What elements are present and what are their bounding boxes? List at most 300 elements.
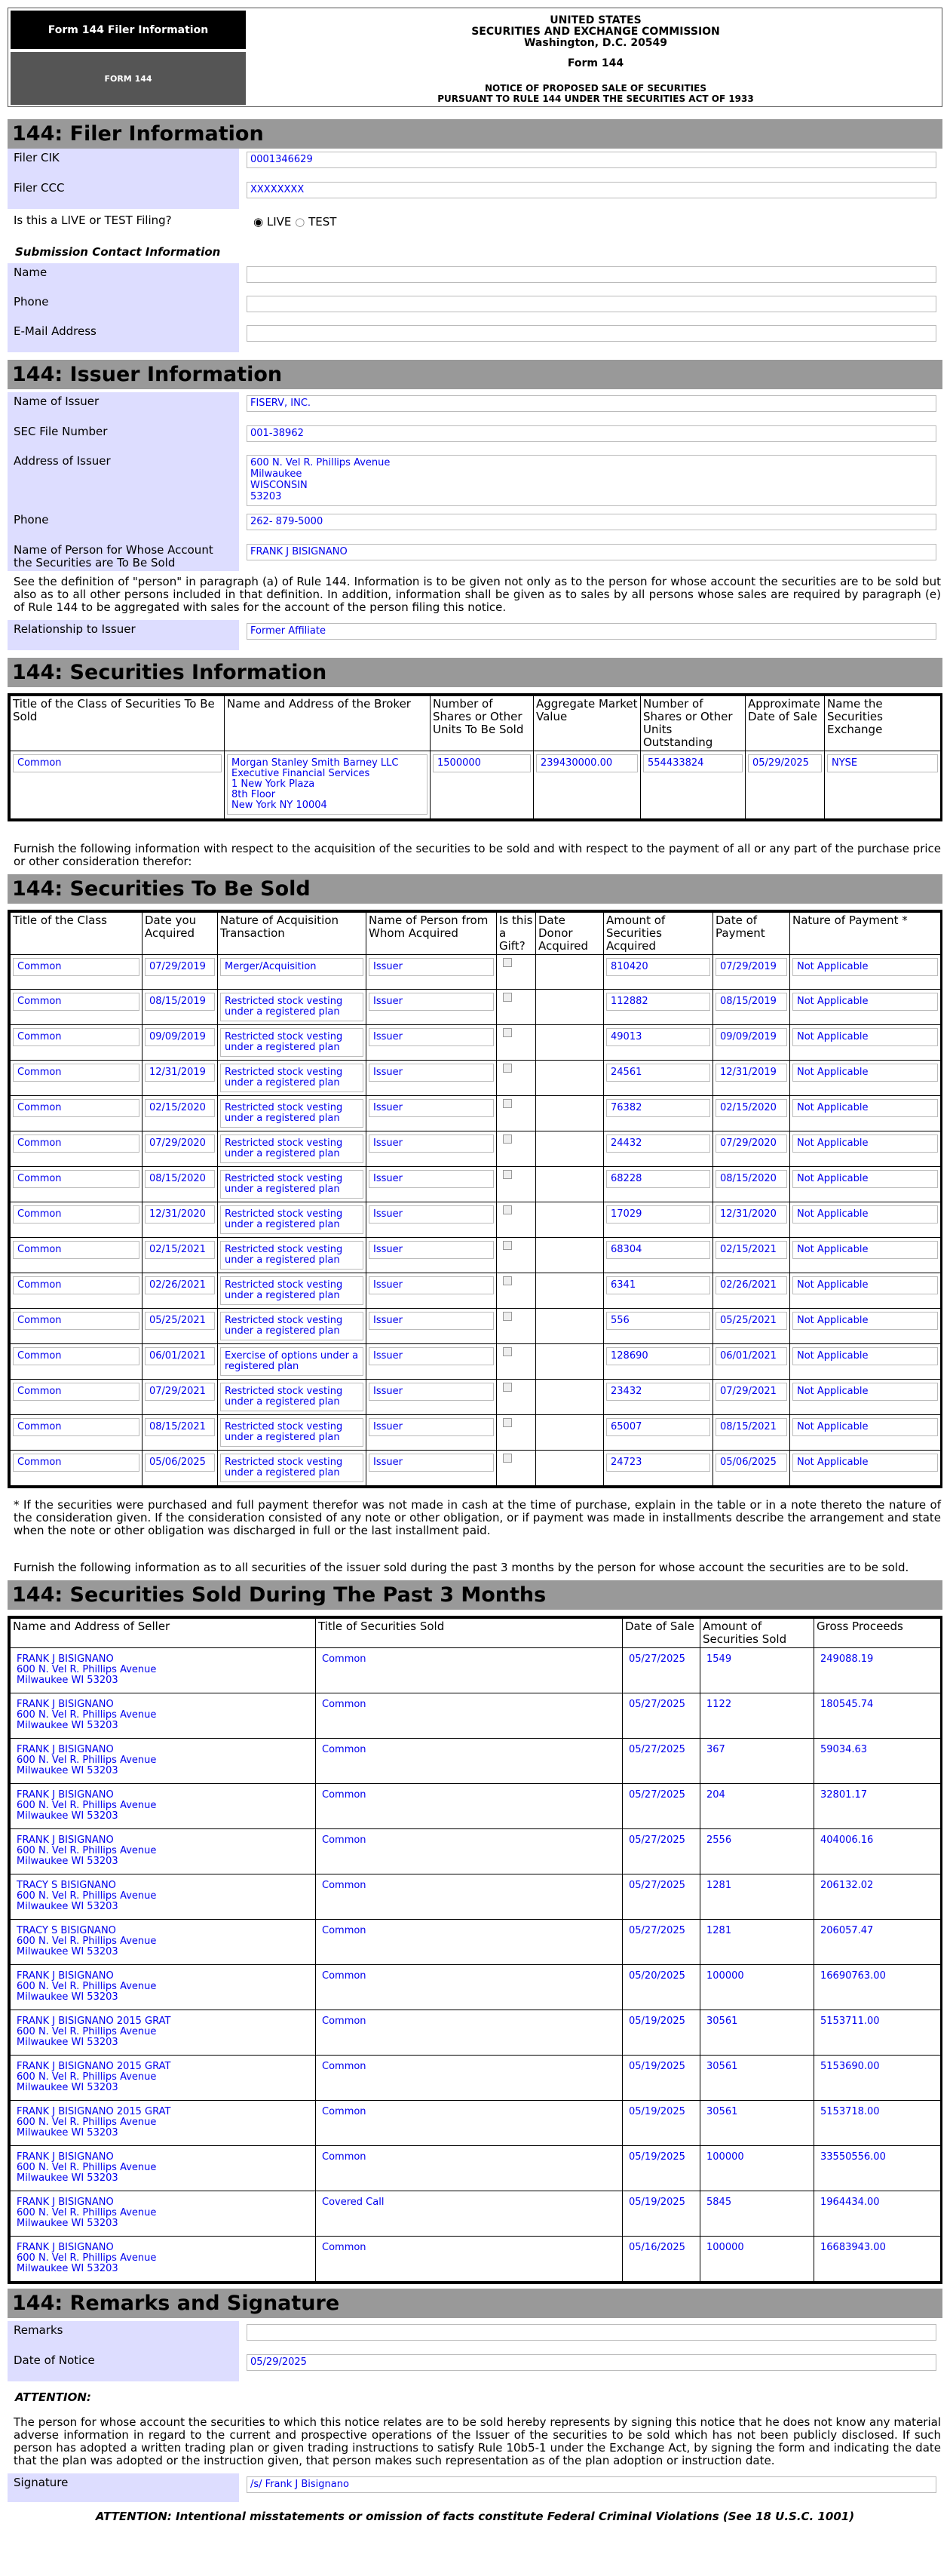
date-notice-field[interactable]: 05/29/2025 (247, 2354, 936, 2371)
sold-title-cell[interactable]: Common (322, 1925, 366, 1936)
sale-date-cell[interactable]: 05/19/2025 (629, 2061, 685, 2072)
gift-checkbox[interactable] (503, 1347, 512, 1356)
proceeds-cell[interactable]: 5153690.00 (820, 2061, 880, 2072)
header-agency (252, 11, 939, 104)
sold-title-cell[interactable]: Common (322, 2061, 366, 2072)
sold-title-cell[interactable]: Common (322, 1880, 366, 1891)
sale-date-cell[interactable]: 05/27/2025 (629, 1835, 685, 1846)
payment-nature-cell[interactable]: Not Applicable (792, 1312, 938, 1330)
sold-title-cell[interactable]: Common (322, 1744, 366, 1755)
sale-date-cell[interactable]: 05/27/2025 (629, 1699, 685, 1710)
acquired-from-cell[interactable]: Issuer (369, 1276, 494, 1294)
sale-date-cell[interactable]: 05/27/2025 (629, 1880, 685, 1891)
payment-nature-cell[interactable]: Not Applicable (792, 1134, 938, 1153)
nature-cell[interactable]: Restricted stock vesting under a registered plan (220, 1276, 363, 1305)
amount-cell[interactable]: 49013 (606, 1028, 710, 1046)
seller-line: 600 N. Vel R. Phillips Avenue (17, 1664, 157, 1675)
sale-date-cell[interactable]: 05/19/2025 (629, 2016, 685, 2027)
seller-cell[interactable] (13, 1787, 313, 1825)
col-header: Approximate Date of Sale (746, 696, 825, 751)
acquired-from-cell[interactable]: Issuer (369, 1312, 494, 1330)
payment-date-cell[interactable]: 08/15/2020 (716, 1170, 787, 1188)
sold-amount-cell[interactable]: 1281 (706, 1925, 732, 1936)
date-acquired-cell[interactable]: 05/06/2025 (145, 1454, 215, 1472)
donor-date-cell (536, 1202, 604, 1238)
sale-date-cell[interactable]: 05/19/2025 (629, 2106, 685, 2117)
attention-heading: ATTENTION: (15, 2390, 91, 2404)
class-cell[interactable]: Common (13, 1205, 139, 1224)
person-definition-text: See the definition of "person" in paragraph (a) of Rule 144. Information is to be given not only as to the person for whose account the securities are to be sold but also as to all other persons included in that definition. In addition, information shall be given as to sales by all persons whose sales are required by paragraph (e) of Rule 144 to be aggregated with sales for the account of the person filing this notice. (14, 575, 941, 614)
payment-nature-cell[interactable]: Not Applicable (792, 1383, 938, 1401)
table-row (11, 1415, 941, 1451)
payment-nature-cell[interactable]: Not Applicable (792, 1241, 938, 1259)
sold-title-cell[interactable]: Covered Call (322, 2197, 385, 2208)
seller-cell[interactable] (13, 2149, 313, 2187)
sale-date-cell[interactable]: 05/19/2025 (629, 2151, 685, 2163)
table-row (11, 1784, 941, 1829)
col-header: Amount of Securities Sold (700, 1619, 814, 1648)
seller-line: FRANK J BISIGNANO (17, 1789, 114, 1801)
sold-title-cell[interactable]: Common (322, 1970, 366, 1982)
gift-checkbox[interactable] (503, 1134, 512, 1144)
seller-cell[interactable] (13, 1696, 313, 1734)
payment-date-cell[interactable]: 02/15/2021 (716, 1241, 787, 1259)
sale-date-cell[interactable]: 05/20/2025 (629, 1970, 685, 1982)
section-securities-sold-past: 144: Securities Sold During The Past 3 Months (8, 1580, 942, 1610)
header-line-1: UNITED STATES (550, 14, 642, 26)
payment-nature-cell[interactable]: Not Applicable (792, 958, 938, 976)
radio-test[interactable] (295, 213, 336, 229)
signature-field[interactable]: /s/ Frank J Bisignano (247, 2476, 936, 2493)
sold-amount-cell[interactable]: 1122 (706, 1699, 732, 1710)
nature-cell[interactable]: Exercise of options under a registered plan (220, 1347, 363, 1376)
issuer-address-line: WISCONSIN (250, 480, 308, 491)
gift-checkbox[interactable] (503, 1099, 512, 1108)
class-cell[interactable]: Common (13, 1383, 139, 1401)
amount-cell[interactable]: 24561 (606, 1064, 710, 1082)
payment-nature-cell[interactable]: Not Applicable (792, 993, 938, 1011)
seller-cell[interactable] (13, 1742, 313, 1779)
sold-title-cell[interactable]: Common (322, 2151, 366, 2163)
nature-cell[interactable]: Restricted stock vesting under a registered plan (220, 1205, 363, 1234)
seller-line: FRANK J BISIGNANO (17, 1835, 114, 1846)
seller-cell[interactable] (13, 2194, 313, 2232)
table-row (11, 1096, 941, 1131)
nature-cell[interactable]: Restricted stock vesting under a registered plan (220, 1312, 363, 1340)
date-acquired-cell[interactable]: 07/29/2021 (145, 1383, 215, 1401)
gift-checkbox[interactable] (503, 1276, 512, 1285)
sold-amount-cell[interactable]: 367 (706, 1744, 725, 1755)
col-header: Name and Address of Seller (11, 1619, 316, 1648)
label-filer-cik: Filer CIK (8, 149, 239, 179)
table-row (11, 1451, 941, 1486)
donor-date-cell (536, 1309, 604, 1344)
proceeds-cell[interactable]: 59034.63 (820, 1744, 868, 1755)
proceeds-cell[interactable]: 206132.02 (820, 1880, 874, 1891)
radio-test-label: TEST (308, 215, 337, 229)
table-row (11, 2146, 941, 2191)
amount-cell[interactable]: 24432 (606, 1134, 710, 1153)
payment-date-cell[interactable]: 05/06/2025 (716, 1454, 787, 1472)
payment-date-cell[interactable]: 02/15/2020 (716, 1099, 787, 1117)
amount-cell[interactable]: 23432 (606, 1383, 710, 1401)
payment-nature-cell[interactable]: Not Applicable (792, 1205, 938, 1224)
label-contact-name: Name (8, 263, 239, 293)
radio-test-empty-icon: ○ (295, 215, 305, 229)
label-live-test: Is this a LIVE or TEST Filing? (14, 213, 172, 227)
row-issuer-address (8, 452, 942, 511)
date-acquired-cell[interactable]: 12/31/2019 (145, 1064, 215, 1082)
proceeds-cell[interactable]: 404006.16 (820, 1835, 874, 1846)
contact-email-field[interactable] (247, 325, 936, 342)
date-acquired-cell[interactable]: 07/29/2020 (145, 1134, 215, 1153)
label-signature: Signature (8, 2473, 239, 2502)
date-acquired-cell[interactable]: 05/25/2021 (145, 1312, 215, 1330)
seller-line: FRANK J BISIGNANO (17, 1653, 114, 1665)
acquired-from-cell[interactable]: Issuer (369, 1064, 494, 1082)
sold-title-cell[interactable]: Common (322, 2106, 366, 2117)
donor-date-cell (536, 990, 604, 1025)
payment-nature-cell[interactable]: Not Applicable (792, 1418, 938, 1436)
table-row (11, 1380, 941, 1415)
nature-cell[interactable]: Restricted stock vesting under a registered plan (220, 1454, 363, 1482)
amount-cell[interactable]: 76382 (606, 1099, 710, 1117)
payment-nature-cell[interactable]: Not Applicable (792, 1170, 938, 1188)
seller-cell[interactable] (13, 1878, 313, 1915)
payment-nature-cell[interactable]: Not Applicable (792, 1028, 938, 1046)
payment-nature-cell[interactable]: Not Applicable (792, 1064, 938, 1082)
seller-line: Milwaukee WI 53203 (17, 2127, 118, 2138)
acquired-from-cell[interactable]: Issuer (369, 1347, 494, 1365)
seller-line: FRANK J BISIGNANO 2015 GRAT (17, 2016, 171, 2027)
acquired-from-cell[interactable]: Issuer (369, 1170, 494, 1188)
sold-amount-cell[interactable]: 100000 (706, 2151, 744, 2163)
amount-cell[interactable]: 68304 (606, 1241, 710, 1259)
nature-cell[interactable]: Restricted stock vesting under a registered plan (220, 1383, 363, 1411)
acquired-from-cell[interactable]: Issuer (369, 958, 494, 976)
sale-date-cell[interactable]: 05/29/2025 (748, 754, 822, 772)
proceeds-cell[interactable]: 5153711.00 (820, 2016, 880, 2027)
payment-date-cell[interactable]: 12/31/2020 (716, 1205, 787, 1224)
gift-checkbox[interactable] (503, 1418, 512, 1427)
sold-title-cell[interactable]: Common (322, 2242, 366, 2253)
furnish-sold-text: Furnish the following information as to all securities of the issuer sold during the past 3 months by the person for whose account the securities are to be sold. (14, 1561, 909, 1574)
seller-cell[interactable] (13, 2240, 313, 2277)
sold-amount-cell[interactable]: 1281 (706, 1880, 732, 1891)
issuer-name-field[interactable]: FISERV, INC. (247, 395, 936, 412)
payment-date-cell[interactable]: 05/25/2021 (716, 1312, 787, 1330)
issuer-phone-field[interactable]: 262- 879-5000 (247, 514, 936, 530)
nature-cell[interactable]: Restricted stock vesting under a registered plan (220, 1134, 363, 1163)
relationship-field[interactable]: Former Affiliate (247, 623, 936, 640)
sold-amount-cell[interactable]: 2556 (706, 1835, 732, 1846)
class-cell[interactable]: Common (13, 1276, 139, 1294)
amount-cell[interactable]: 810420 (606, 958, 710, 976)
donor-date-cell (536, 1415, 604, 1451)
payment-nature-cell[interactable]: Not Applicable (792, 1276, 938, 1294)
table-row (11, 1965, 941, 2010)
row-date-notice (8, 2351, 942, 2381)
issuer-address-line: 600 N. Vel R. Phillips Avenue (250, 457, 391, 468)
table-row (11, 2191, 941, 2237)
proceeds-cell[interactable]: 180545.74 (820, 1699, 874, 1710)
form-title-box[interactable]: Form 144 Filer Information (11, 11, 246, 49)
sold-amount-cell[interactable]: 204 (706, 1789, 725, 1801)
payment-nature-cell[interactable]: Not Applicable (792, 1347, 938, 1365)
sold-amount-cell[interactable]: 30561 (706, 2016, 738, 2027)
securities-info-table (8, 693, 942, 821)
shares-cell[interactable]: 1500000 (433, 754, 531, 772)
acquired-from-cell[interactable]: Issuer (369, 1454, 494, 1472)
seller-line: Milwaukee WI 53203 (17, 2037, 118, 2048)
acquired-from-cell[interactable]: Issuer (369, 1028, 494, 1046)
nature-cell[interactable]: Restricted stock vesting under a registered plan (220, 1170, 363, 1199)
payment-nature-cell[interactable]: Not Applicable (792, 1454, 938, 1472)
gift-checkbox[interactable] (503, 958, 512, 967)
table-row (11, 1309, 941, 1344)
sale-date-cell[interactable]: 05/27/2025 (629, 1925, 685, 1936)
sold-title-cell[interactable]: Common (322, 1653, 366, 1665)
seller-line: Milwaukee WI 53203 (17, 2082, 118, 2093)
class-cell[interactable]: Common (13, 1454, 139, 1472)
contact-name-field[interactable] (247, 266, 936, 283)
donor-date-cell (536, 1096, 604, 1131)
payment-date-cell[interactable]: 08/15/2021 (716, 1418, 787, 1436)
seller-line: Milwaukee WI 53203 (17, 1675, 118, 1686)
gift-checkbox[interactable] (503, 1312, 512, 1321)
seller-cell[interactable] (13, 1832, 313, 1870)
amount-cell[interactable]: 17029 (606, 1205, 710, 1224)
seller-line: 600 N. Vel R. Phillips Avenue (17, 1845, 157, 1856)
person-account-field[interactable]: FRANK J BISIGNANO (247, 544, 936, 560)
submission-contact-heading: Submission Contact Information (15, 245, 221, 259)
gift-checkbox[interactable] (503, 1028, 512, 1037)
payment-date-cell[interactable]: 12/31/2019 (716, 1064, 787, 1082)
security-title-cell[interactable]: Common (13, 754, 222, 772)
acquired-from-cell[interactable]: Issuer (369, 993, 494, 1011)
row-signature (8, 2473, 942, 2502)
nature-cell[interactable]: Restricted stock vesting under a registered plan (220, 1028, 363, 1057)
sold-amount-cell[interactable]: 100000 (706, 2242, 744, 2253)
class-cell[interactable]: Common (13, 1170, 139, 1188)
sale-date-cell[interactable]: 05/27/2025 (629, 1789, 685, 1801)
class-cell[interactable]: Common (13, 958, 139, 976)
row-remarks (8, 2321, 942, 2351)
payment-date-cell[interactable]: 06/01/2021 (716, 1347, 787, 1365)
gift-checkbox[interactable] (503, 1383, 512, 1392)
radio-live-selected-icon: ◉ (253, 215, 264, 229)
seller-line: FRANK J BISIGNANO 2015 GRAT (17, 2061, 171, 2072)
sale-date-cell[interactable]: 05/16/2025 (629, 2242, 685, 2253)
seller-cell[interactable] (13, 2013, 313, 2051)
acquired-from-cell[interactable]: Issuer (369, 1205, 494, 1224)
row-sec-file (8, 422, 942, 452)
gift-checkbox[interactable] (503, 1170, 512, 1179)
nature-cell[interactable]: Restricted stock vesting under a registered plan (220, 1418, 363, 1447)
payment-date-cell[interactable]: 07/29/2021 (716, 1383, 787, 1401)
proceeds-cell[interactable]: 249088.19 (820, 1653, 874, 1665)
exchange-cell[interactable]: NYSE (827, 754, 938, 772)
class-cell[interactable]: Common (13, 1064, 139, 1082)
payment-date-cell[interactable]: 07/29/2019 (716, 958, 787, 976)
sold-title-cell[interactable]: Common (322, 1835, 366, 1846)
donor-date-cell (536, 1451, 604, 1486)
col-header: Date of Payment (713, 913, 790, 955)
proceeds-cell[interactable]: 33550556.00 (820, 2151, 886, 2163)
seller-cell[interactable] (13, 2059, 313, 2096)
sale-date-cell[interactable]: 05/27/2025 (629, 1653, 685, 1665)
table-row (11, 1273, 941, 1309)
nature-cell[interactable]: Restricted stock vesting under a registered plan (220, 1241, 363, 1270)
date-acquired-cell[interactable]: 08/15/2021 (145, 1418, 215, 1436)
label-person-account: Name of Person for Whose Account the Securities are To Be Sold (8, 541, 239, 571)
contact-phone-field[interactable] (247, 296, 936, 312)
proceeds-cell[interactable]: 1964434.00 (820, 2197, 880, 2208)
row-live-test (8, 209, 942, 238)
gift-checkbox[interactable] (503, 993, 512, 1002)
nature-cell[interactable]: Restricted stock vesting under a registered plan (220, 1099, 363, 1128)
seller-line: Milwaukee WI 53203 (17, 2172, 118, 2184)
sold-title-cell[interactable]: Common (322, 1789, 366, 1801)
nature-cell[interactable]: Merger/Acquisition (220, 958, 363, 976)
amount-cell[interactable]: 6341 (606, 1276, 710, 1294)
sold-title-cell[interactable]: Common (322, 1699, 366, 1710)
col-header: Name of Person from Whom Acquired (366, 913, 497, 955)
market-value-cell[interactable]: 239430000.00 (536, 754, 638, 772)
broker-cell[interactable] (227, 754, 428, 815)
remarks-field[interactable] (247, 2324, 936, 2341)
amount-cell[interactable]: 556 (606, 1312, 710, 1330)
class-cell[interactable]: Common (13, 1099, 139, 1117)
proceeds-cell[interactable]: 206057.47 (820, 1925, 874, 1936)
sold-amount-cell[interactable]: 30561 (706, 2061, 738, 2072)
radio-live[interactable] (253, 213, 291, 229)
payment-date-cell[interactable]: 08/15/2019 (716, 993, 787, 1011)
table-row (11, 1167, 941, 1202)
amount-cell[interactable]: 112882 (606, 993, 710, 1011)
col-header: Gross Proceeds (814, 1619, 941, 1648)
sale-date-cell[interactable]: 05/27/2025 (629, 1744, 685, 1755)
nature-cell[interactable]: Restricted stock vesting under a registered plan (220, 1064, 363, 1092)
sec-file-field[interactable]: 001-38962 (247, 425, 936, 442)
payment-date-cell[interactable]: 09/09/2019 (716, 1028, 787, 1046)
payment-nature-cell[interactable]: Not Applicable (792, 1099, 938, 1117)
row-filer-ccc (8, 179, 942, 209)
gift-checkbox[interactable] (503, 1205, 512, 1214)
date-acquired-cell[interactable]: 02/26/2021 (145, 1276, 215, 1294)
table-row (11, 1693, 941, 1739)
proceeds-cell[interactable]: 32801.17 (820, 1789, 868, 1801)
issuer-address-line: 53203 (250, 491, 282, 502)
proceeds-cell[interactable]: 16683943.00 (820, 2242, 886, 2253)
date-acquired-cell[interactable]: 02/15/2021 (145, 1241, 215, 1259)
gift-checkbox[interactable] (503, 1241, 512, 1250)
attention-text: The person for whose account the securities to which this notice relates are to be sold hereby represents by signing this notice that he does not know any material adverse information in regard to the current and prospective operations of the Issuer of the securities to be sold which has not been publicly disclosed. If such person has adopted a written trading plan or given trading instructions to satisfy Rule 10b5-1 under the Exchange Act, by signing the form and indicating the date that the plan was adopted or the instruction given, that person makes such representation as of the plan adoption or instruction date. (14, 2415, 941, 2467)
filer-cik-field[interactable]: 0001346629 (247, 152, 936, 168)
class-cell[interactable]: Common (13, 1347, 139, 1365)
securities-info-header-row (11, 696, 941, 751)
class-cell[interactable]: Common (13, 1418, 139, 1436)
seller-line: Milwaukee WI 53203 (17, 1991, 118, 2003)
section-securities-information: 144: Securities Information (8, 658, 942, 687)
seller-line: Milwaukee WI 53203 (17, 1720, 118, 1731)
payment-date-cell[interactable]: 07/29/2020 (716, 1134, 787, 1153)
seller-line: TRACY S BISIGNANO (17, 1925, 116, 1936)
seller-cell[interactable] (13, 1923, 313, 1960)
seller-line: Milwaukee WI 53203 (17, 1810, 118, 1822)
sold-amount-cell[interactable]: 100000 (706, 1970, 744, 1982)
date-acquired-cell[interactable]: 08/15/2019 (145, 993, 215, 1011)
section-filer-information: 144: Filer Information (8, 119, 942, 149)
label-issuer-name: Name of Issuer (8, 392, 239, 422)
acquired-from-cell[interactable]: Issuer (369, 1099, 494, 1117)
class-cell[interactable]: Common (13, 1134, 139, 1153)
date-acquired-cell[interactable]: 07/29/2019 (145, 958, 215, 976)
seller-line: FRANK J BISIGNANO (17, 2242, 114, 2253)
form-sub-box[interactable]: FORM 144 (11, 52, 246, 105)
sold-amount-cell[interactable]: 30561 (706, 2106, 738, 2117)
sold-amount-cell[interactable]: 5845 (706, 2197, 732, 2208)
seller-line: 600 N. Vel R. Phillips Avenue (17, 1981, 157, 1992)
col-header: Date Donor Acquired (536, 913, 604, 955)
date-acquired-cell[interactable]: 08/15/2020 (145, 1170, 215, 1188)
seller-cell[interactable] (13, 1651, 313, 1689)
payment-date-cell[interactable]: 02/26/2021 (716, 1276, 787, 1294)
gift-checkbox[interactable] (503, 1454, 512, 1463)
col-header: Name the Securities Exchange (825, 696, 941, 751)
header-line-2: SECURITIES AND EXCHANGE COMMISSION (471, 26, 720, 38)
seller-cell[interactable] (13, 2104, 313, 2142)
acquired-from-cell[interactable]: Issuer (369, 1134, 494, 1153)
seller-line: Milwaukee WI 53203 (17, 2263, 118, 2274)
class-cell[interactable]: Common (13, 993, 139, 1011)
label-issuer-phone: Phone (8, 511, 239, 541)
nature-cell[interactable]: Restricted stock vesting under a registered plan (220, 993, 363, 1021)
proceeds-cell[interactable]: 5153718.00 (820, 2106, 880, 2117)
label-contact-email: E-Mail Address (8, 322, 239, 352)
class-cell[interactable]: Common (13, 1241, 139, 1259)
seller-line: 600 N. Vel R. Phillips Avenue (17, 1709, 157, 1721)
col-header: Number of Shares or Other Units To Be Sold (431, 696, 534, 751)
date-acquired-cell[interactable]: 06/01/2021 (145, 1347, 215, 1365)
date-acquired-cell[interactable]: 12/31/2020 (145, 1205, 215, 1224)
filer-ccc-field[interactable]: XXXXXXXX (247, 182, 936, 198)
sold-amount-cell[interactable]: 1549 (706, 1653, 732, 1665)
amount-cell[interactable]: 24723 (606, 1454, 710, 1472)
class-cell[interactable]: Common (13, 1312, 139, 1330)
date-acquired-cell[interactable]: 09/09/2019 (145, 1028, 215, 1046)
amount-cell[interactable]: 128690 (606, 1347, 710, 1365)
sale-date-cell[interactable]: 05/19/2025 (629, 2197, 685, 2208)
table-row (11, 1874, 941, 1920)
date-acquired-cell[interactable]: 02/15/2020 (145, 1099, 215, 1117)
seller-cell[interactable] (13, 1968, 313, 2006)
acquired-from-cell[interactable]: Issuer (369, 1241, 494, 1259)
amount-cell[interactable]: 68228 (606, 1170, 710, 1188)
donor-date-cell (536, 1273, 604, 1309)
gift-checkbox[interactable] (503, 1064, 512, 1073)
sold-title-cell[interactable]: Common (322, 2016, 366, 2027)
class-cell[interactable]: Common (13, 1028, 139, 1046)
broker-line: Executive Financial Services (231, 768, 370, 779)
outstanding-cell[interactable]: 554433824 (643, 754, 743, 772)
acquired-from-cell[interactable]: Issuer (369, 1383, 494, 1401)
amount-cell[interactable]: 65007 (606, 1418, 710, 1436)
acquired-from-cell[interactable]: Issuer (369, 1418, 494, 1436)
issuer-address-field[interactable] (247, 455, 936, 506)
seller-line: 600 N. Vel R. Phillips Avenue (17, 2162, 157, 2173)
proceeds-cell[interactable]: 16690763.00 (820, 1970, 886, 1982)
